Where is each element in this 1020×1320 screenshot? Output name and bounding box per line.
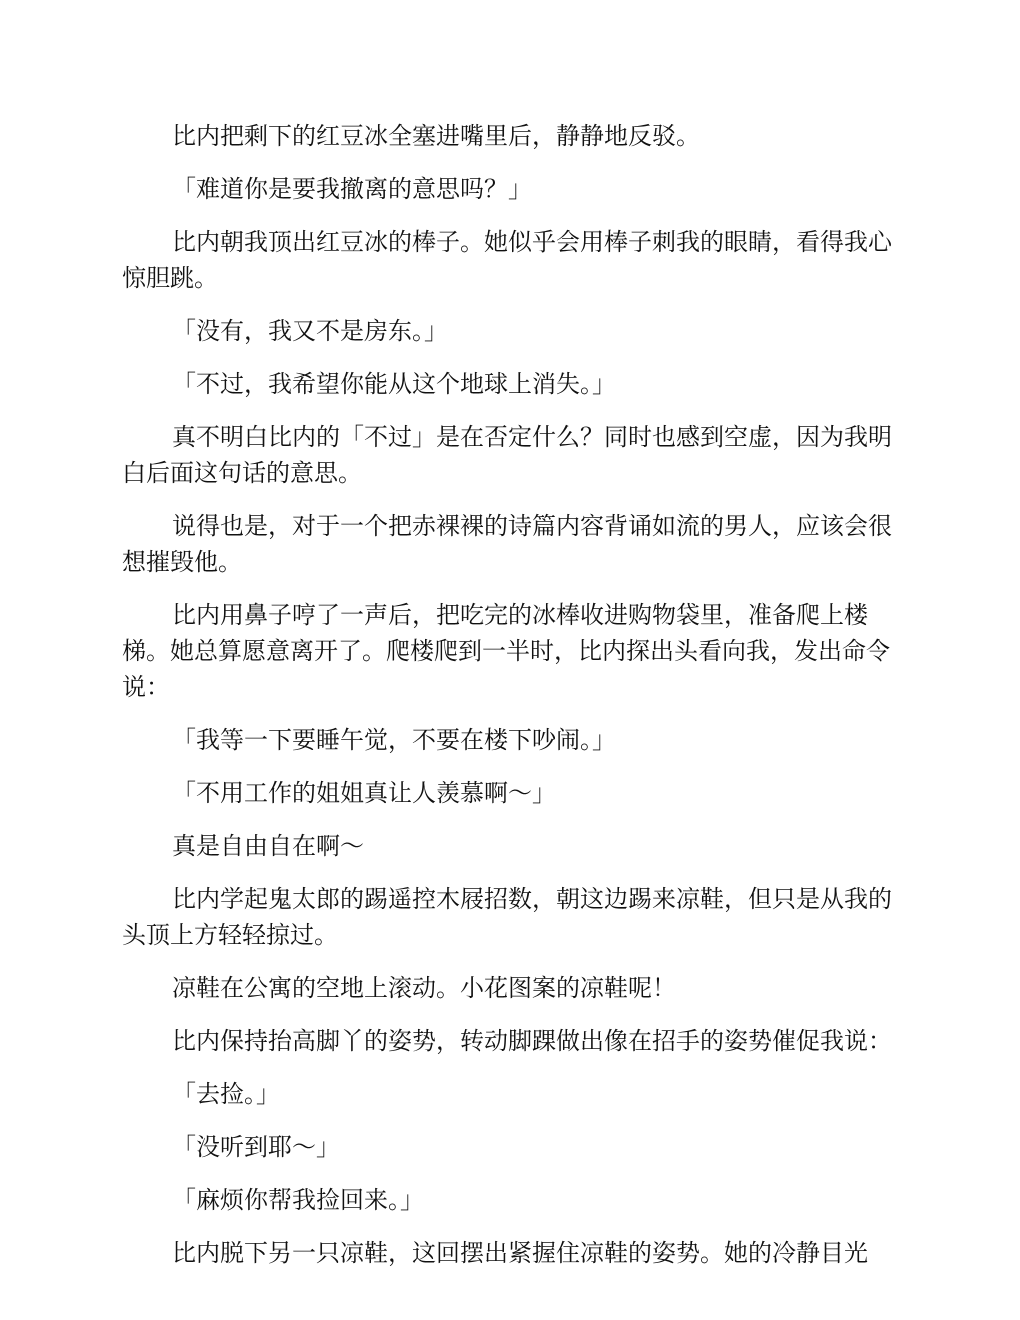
paragraph: 「没听到耶～」 [172, 1133, 340, 1161]
paragraph: 「麻烦你帮我捡回来。」 [172, 1186, 424, 1214]
paragraph: 比内脱下另一只凉鞋，这回摆出紧握住凉鞋的姿势。她的冷静目光 [172, 1239, 868, 1267]
paragraph: 真不明白比内的「不过」是在否定什么？同时也感到空虚，因为我明白后面这句话的意思。 [122, 423, 892, 487]
paragraph: 「去捡。」 [172, 1080, 280, 1108]
paragraph: 凉鞋在公寓的空地上滚动。小花图案的凉鞋呢！ [172, 974, 676, 1002]
paragraph: 比内保持抬高脚丫的姿势，转动脚踝做出像在招手的姿势催促我说： [172, 1027, 892, 1055]
paragraph: 「我等一下要睡午觉，不要在楼下吵闹。」 [172, 726, 616, 754]
paragraph: 「没有，我又不是房东。」 [172, 317, 448, 345]
paragraph: 比内朝我顶出红豆冰的棒子。她似乎会用棒子刺我的眼睛，看得我心惊胆跳。 [122, 228, 892, 292]
paragraph: 说得也是，对于一个把赤裸裸的诗篇内容背诵如流的男人，应该会很想摧毁他。 [122, 512, 892, 576]
paragraph: 「不用工作的姐姐真让人羡慕啊～」 [172, 779, 556, 807]
paragraph: 比内学起鬼太郎的踢遥控木屐招数，朝这边踢来凉鞋，但只是从我的头顶上方轻轻掠过。 [122, 885, 892, 949]
paragraph: 真是自由自在啊～ [172, 832, 364, 860]
paragraph: 比内把剩下的红豆冰全塞进嘴里后，静静地反驳。 [172, 122, 700, 150]
paragraph: 「难道你是要我撤离的意思吗？」 [172, 175, 532, 203]
paragraph: 「不过，我希望你能从这个地球上消失。」 [172, 370, 616, 398]
document-page [122, 118, 898, 1288]
paragraph: 比内用鼻子哼了一声后，把吃完的冰棒收进购物袋里，准备爬上楼梯。她总算愿意离开了。爬楼爬到一半时，比内探出头看向我，发出命令说： [122, 601, 890, 701]
